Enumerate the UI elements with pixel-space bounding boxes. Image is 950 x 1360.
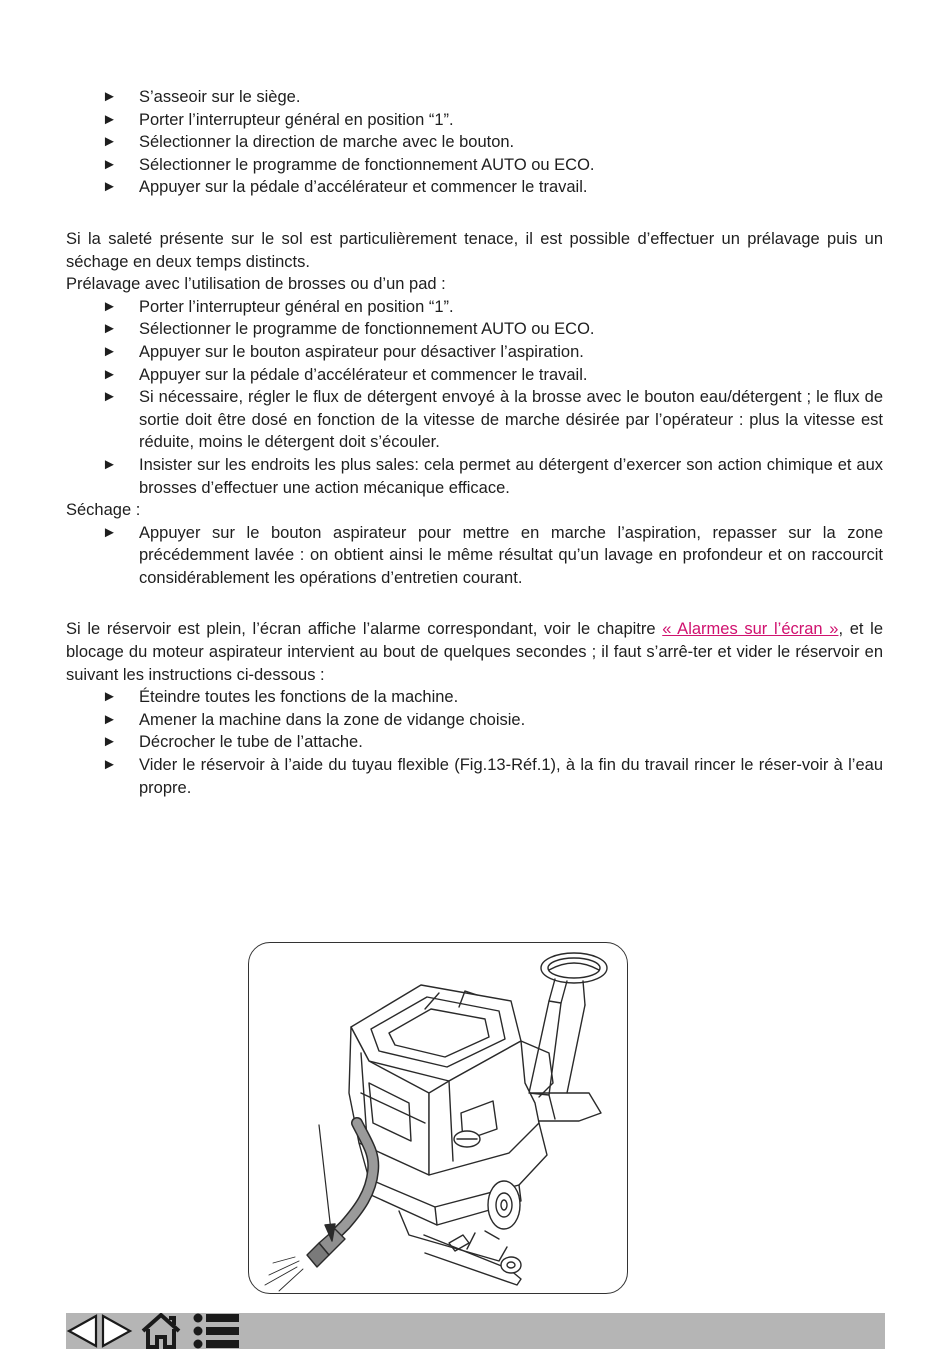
bullet-arrow-icon: ► xyxy=(102,155,117,173)
prewash-steps-list xyxy=(66,296,883,499)
list-item: ► Vider le réservoir à l’aide du tuyau flexible (Fig.13-Réf.1), à la fin du travail rincer le réser-voir à l’eau propre. xyxy=(102,756,883,797)
tank-full-paragraph: Si le réservoir est plein, l’écran affiche l’alarme correspondant, voir le chapitre « Alarmes sur l’écran », et le blocage du moteur aspirateur intervient au bout de quelques secondes ; il faut s’arrê-ter et vider le réservoir en suivant les instructions ci-dessous : xyxy=(66,620,884,684)
list-item: ► Éteindre toutes les fonctions de la machine. xyxy=(66,686,883,709)
list-item: ► Porter l’interrupteur général en position “1”. xyxy=(66,296,883,319)
bullet-arrow-icon: ► xyxy=(102,320,117,338)
drying-label: Séchage : xyxy=(66,501,141,520)
prewash-intro-paragraph: Si la saleté présente sur le sol est particulièrement tenace, il est possible d’effectuer un prélavage puis un séchage en deux temps distincts. xyxy=(66,229,883,271)
list-item: ► Amener la machine dans la zone de vidange choisie. xyxy=(66,709,883,732)
bullet-arrow-icon: ► xyxy=(102,365,117,383)
list-item: ► Porter l’interrupteur général en position “1”. xyxy=(66,109,883,132)
home-icon[interactable] xyxy=(141,1313,181,1349)
bullet-arrow-icon: ► xyxy=(102,710,117,728)
list-item: ► Décrocher le tube de l’attache. xyxy=(66,731,883,754)
document-body xyxy=(66,86,883,799)
table-of-contents-icon[interactable] xyxy=(192,1313,240,1349)
bullet-arrow-icon: ► xyxy=(102,342,117,360)
list-item: ► Sélectionner le programme de fonctionnement AUTO ou ECO. xyxy=(66,318,883,341)
footer-navigation-bar xyxy=(66,1313,885,1349)
screen-alarms-link[interactable]: « Alarmes sur l’écran » xyxy=(662,620,839,639)
list-item: ► S’asseoir sur le siège. xyxy=(66,86,883,109)
list-item: ► Sélectionner la direction de marche avec le bouton. xyxy=(66,131,883,154)
bullet-arrow-icon: ► xyxy=(102,110,117,128)
bullet-arrow-icon: ► xyxy=(102,133,117,151)
previous-page-icon[interactable] xyxy=(66,1313,98,1349)
bullet-arrow-icon: ► xyxy=(102,733,117,751)
list-item: ► Appuyer sur la pédale d’accélérateur et commencer le travail. xyxy=(66,364,883,387)
bullet-arrow-icon: ► xyxy=(102,388,117,406)
list-item: ► Appuyer sur le bouton aspirateur pour désactiver l’aspiration. xyxy=(66,341,883,364)
bullet-arrow-icon: ► xyxy=(102,297,117,315)
list-item: ► Insister sur les endroits les plus sales: cela permet au détergent d’exercer son action chimique et aux brosses d’effectuer une action mécanique efficace. xyxy=(102,455,883,497)
startup-steps-list xyxy=(66,86,883,199)
bullet-arrow-icon: ► xyxy=(102,178,117,196)
bullet-arrow-icon: ► xyxy=(102,88,117,105)
machine-drain-hose-figure xyxy=(248,942,628,1294)
list-item: ► Sélectionner le programme de fonctionnement AUTO ou ECO. xyxy=(66,154,883,177)
tank-emptying-steps-list xyxy=(66,686,883,799)
bullet-arrow-icon: ► xyxy=(102,756,117,774)
bullet-arrow-icon: ► xyxy=(102,455,117,473)
list-item: ► Si nécessaire, régler le flux de détergent envoyé à la brosse avec le bouton eau/détergent ; le flux de sortie doit être dosé en fonction de la vitesse de marche désirée par l’opérateur : plus la vitesse est réduite, moins le détergent doit s’écouler. xyxy=(102,388,883,452)
bullet-arrow-icon: ► xyxy=(102,523,117,541)
list-item: ► Appuyer sur le bouton aspirateur pour mettre en marche l’aspiration, repasser sur la zone précédemment lavée : on obtient ainsi le même résultat qu’un lavage en profondeur et on raccourcit considérablement les opérations d’entretien courant. xyxy=(102,523,883,587)
drying-steps-list xyxy=(66,522,883,590)
bullet-arrow-icon: ► xyxy=(102,688,117,706)
list-item: ► Appuyer sur la pédale d’accélérateur et commencer le travail. xyxy=(66,176,883,199)
prewash-label: Prélavage avec l’utilisation de brosses ou d’un pad : xyxy=(66,275,446,294)
next-page-icon[interactable] xyxy=(101,1313,133,1349)
scrubber-dryer-machine-illustration xyxy=(249,943,628,1294)
